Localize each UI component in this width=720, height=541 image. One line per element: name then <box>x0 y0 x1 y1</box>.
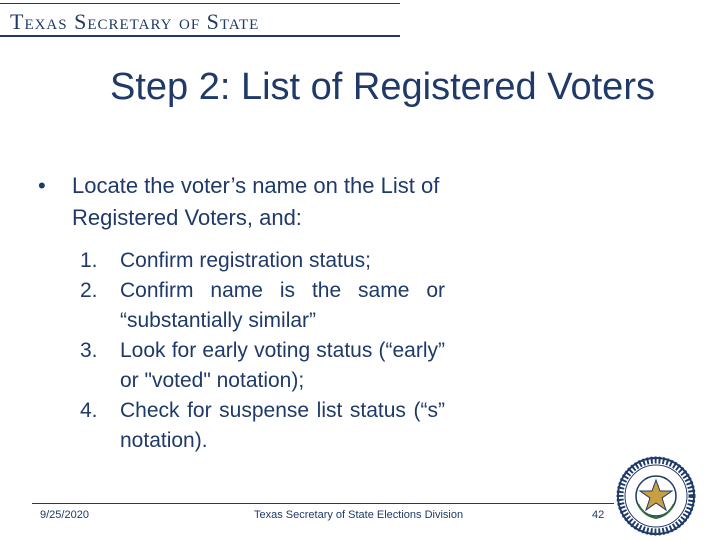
step-item <box>80 396 445 456</box>
state-seal-icon <box>616 456 696 536</box>
step-item <box>80 336 445 396</box>
step-text: Look for early voting status (“early” or "voted" notation); <box>120 339 445 392</box>
step-text: Confirm name is the same or “substantially similar” <box>120 279 445 332</box>
bullet-list <box>38 170 458 234</box>
step-number: 4. <box>80 399 98 422</box>
footer-date: 9/25/2020 <box>40 509 89 521</box>
bullet-item <box>38 170 458 234</box>
step-number: 3. <box>80 339 98 362</box>
slide-title: Step 2: List of Registered Voters <box>110 66 655 108</box>
footer-page-number: 42 <box>592 509 605 521</box>
step-text: Confirm registration status; <box>120 249 371 272</box>
header-title: Texas Secretary of State <box>10 9 260 34</box>
footer-division: Texas Secretary of State Elections Division <box>254 509 464 521</box>
step-number: 2. <box>80 279 98 302</box>
step-item <box>80 246 445 276</box>
header-rule <box>0 35 400 37</box>
bullet-symbol: • <box>38 173 46 198</box>
footer-rule <box>32 503 614 504</box>
header-top-rule <box>0 3 400 4</box>
bullet-text: Locate the voter’s name on the List of Registered Voters, and: <box>72 173 440 230</box>
step-text: Check for suspense list status (“s” notation). <box>120 399 445 452</box>
steps-list <box>80 246 445 456</box>
step-item <box>80 276 445 336</box>
step-number: 1. <box>80 249 98 272</box>
